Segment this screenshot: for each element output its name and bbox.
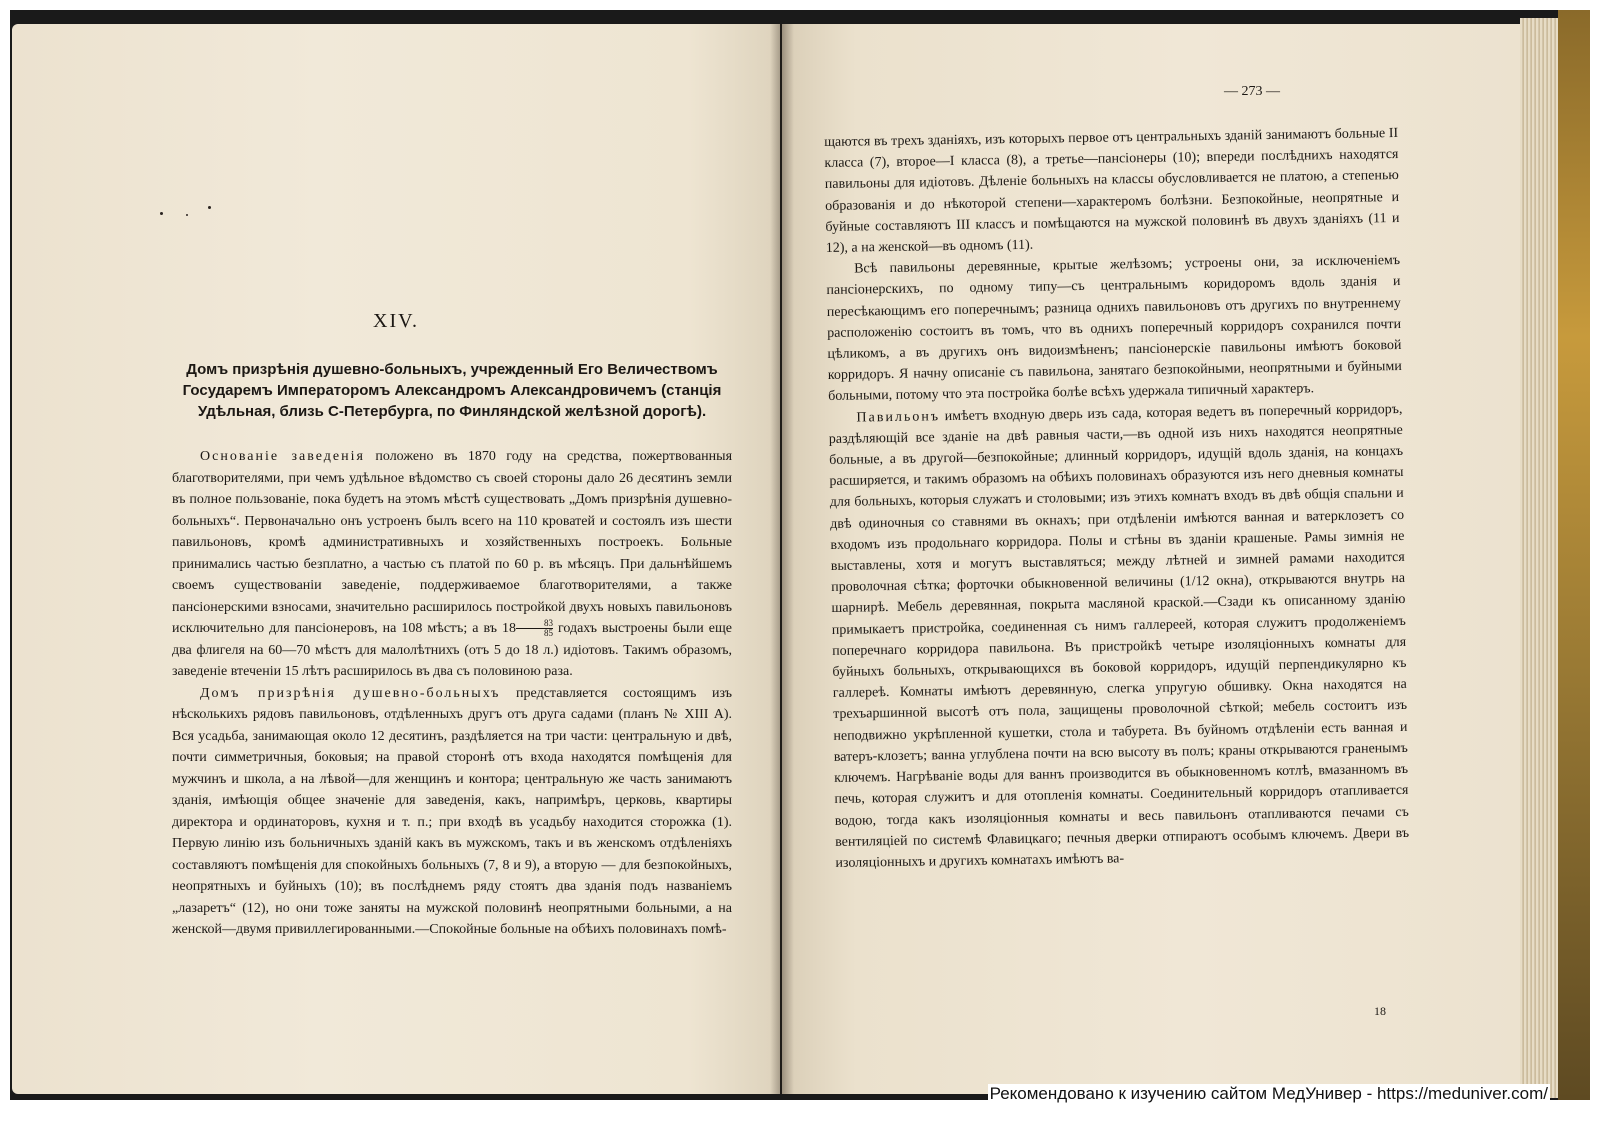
- book-cover-edge: [1558, 10, 1590, 1100]
- watermark-text: Рекомендовано к изучению сайтом МедУнивер - https://meduniver.com/: [989, 1084, 1548, 1103]
- ink-specks: [160, 204, 230, 224]
- paragraph-lead: Павильонъ: [856, 408, 941, 426]
- right-page: [782, 24, 1520, 1094]
- page-number-text: — 273 —: [1224, 84, 1280, 99]
- fraction-denominator: 85: [543, 628, 553, 639]
- chapter-title: Домъ призрѣнія душевно-больныхъ, учрежденный Его Величествомъ Государемъ Императоромъ Александромъ Александровичемъ (станція Удѣльная, близь С-Петербурга, по Финляндской желѣзной дорогѣ).: [182, 361, 722, 420]
- page-number: [782, 84, 1520, 100]
- right-body-text: [824, 123, 1410, 874]
- paragraph: [828, 399, 1409, 874]
- paragraph: [172, 683, 732, 941]
- paragraph: [172, 446, 732, 683]
- paragraph-lead: Домъ призрѣнія душевно-больныхъ: [200, 685, 501, 701]
- fraction-numerator: 83: [516, 619, 553, 629]
- year-fraction: [516, 619, 553, 638]
- chapter-number: XIV.: [373, 310, 419, 332]
- left-body-text: [172, 446, 732, 941]
- book-gutter: [770, 24, 794, 1094]
- paragraph-text: годахъ выстроены были еще два флигеля на 60—70 мѣстъ для малолѣтнихъ (отъ 5 до 18 л.) идіотовъ. Такимъ образомъ, заведеніе втеченіи 15 лѣтъ расширилось въ два съ половиною раза.: [172, 621, 732, 679]
- left-page: [12, 24, 780, 1094]
- signature-mark: 18: [1374, 1004, 1386, 1018]
- open-book: [10, 10, 1590, 1100]
- paragraph: Всѣ павильоны деревянные, крытые желѣзомъ; устроены они, за исключеніемъ пансіонерскихъ, по одному типу—съ центральнымъ коридоромъ вдоль зданія и пересѣкающимъ его поперечнымъ; разница однихъ павильоновъ отъ другихъ по внутреннему расположенію состоитъ въ томъ, что въ однихъ поперечный корридоръ сохранился почти цѣликомъ, а въ другихъ онъ видоизмѣненъ; пансіонерскіе павильоны имѣютъ боковой корридоръ. Я начну описаніе съ павильона, занятаго безпокойными, неопрятными и буйными больными, потому что эта постройка болѣе всѣхъ удержала типичный характеръ.: [826, 253, 1402, 405]
- paragraph: щаются въ трехъ зданіяхъ, изъ которыхъ первое отъ центральныхъ зданій занимаютъ больные II класса (7), второе—I класса (8), а третье—пансіонеры (10); впереди послѣднихъ находятся павильоны для идіотовъ. Дѣленіе больныхъ на классы обусловливается не платою, а степенью образованія и до нѣкоторой степени—характеромъ болѣзни. Безпокойные, неопрятные и буйные составляютъ III классъ и помѣщаются на мужской половинѣ въ двухъ зданіяхъ (11 и 12), а на женской—въ одномъ (11).: [824, 125, 1400, 257]
- paragraph-text: представляется состоящимъ изъ нѣсколькихъ рядовъ павильоновъ, отдѣленныхъ другъ отъ друга садами (планъ № XIII А). Вся усадьба, занимающая около 12 десятинъ, раздѣляется на три части: центральную и двѣ, почти симметричныя, боковыя; на правой сторонѣ отъ входа находятся помѣщенія для мужчинъ и школа, а на лѣвой—для женщинъ и контора; центральную же часть занимаютъ зданія, имѣющія общее значеніе для заведенія, какъ, напримѣръ, церковь, квартиры директора и ординаторовъ, кухня и т. п.; при входѣ въ усадьбу находится сторожка (1). Первую линію изъ больничныхъ зданій какъ въ мужскомъ, такъ и въ женскомъ отдѣленіяхъ составляютъ помѣщенія для спокойныхъ больныхъ (7, 8 и 9), а вторую — для безпокойныхъ, неопрятныхъ и буйныхъ (10); въ послѣднемъ ряду стоятъ два зданія подъ названіемъ „лазаретъ“ (12), но они тоже заняты на мужской половинѣ неопрятными больными, а на женской—двумя привиллегированными.—Спокойные больные на обѣихъ половинахъ помѣ-: [172, 685, 732, 937]
- paragraph-text: имѣетъ входную дверь изъ сада, которая ведетъ въ поперечный корридоръ, раздѣляющій все зданіе на двѣ равныя части,—въ одной изъ нихъ находятся неопрятные больные, а въ другой—безпокойные; длинный корридоръ, идущій вдоль зданія, на концахъ расширяется, и такимъ образомъ на обѣихъ половинахъ образуются изъ него дневныя комнаты для больныхъ, которыя служатъ и столовыми; изъ этихъ комнатъ входъ въ двѣ общія спальни и двѣ одиночныя со ставнями въ окнахъ; при отдѣленіи имѣются ванная и ватерклозетъ со входомъ изъ продольнаго корридора. Полы и стѣны въ зданіи крашеные. Рамы зимнія не выставлены, хотя и могутъ выставляться; между лѣтней и зимней рамами находится проволочная сѣтка; форточки обыкновенной величины (1/12 окна), открываются внутрь на шарнирѣ. Мебель деревянная, покрыта масляной краской.—Сзади къ описанному зданію примыкаетъ пристройка, соединенная съ нимъ галлереей, которая служитъ продолженіемъ поперечнаго корридора павильона. Въ пристройкѣ четыре изоляціонныхъ комнаты для буйныхъ больныхъ, открывающихся въ боковой корридоръ, идущій перпендикулярно къ галлереѣ. Комнаты имѣютъ деревянную, слегка упругую обшивку. Окна находятся на трехъаршинной высотѣ отъ пола, защищены проволочной сѣткой; мебель состоитъ изъ неподвижно укрѣпленной кушетки, стола и табурета. Въ буйномъ отдѣленіи есть ванная и ватеръ-клозетъ; ванна углублена почти на всю высоту въ полъ; краны открываются граненымъ ключемъ. Нагрѣваніе воды для ваннъ производится въ обыкновенномъ котлѣ, вмазанномъ въ печь, которая служитъ и для отопленія комнаты. Соединительный корридоръ отапливается водою, тогда какъ изоляціонныя комнаты и весь павильонъ отапливаются печами съ вентиляціей по системѣ Флавицкаго; печныя дверки отпираютъ особымъ ключемъ. Двери въ изоляціонныхъ и другихъ комнатахъ имѣютъ ва-: [828, 401, 1410, 871]
- paragraph-text: положено въ 1870 году на средства, пожертвованныя благотворителями, при чемъ удѣльное вѣдомство съ своей стороны дало 26 десятинъ земли въ полное пользованіе, пока будетъ на этомъ мѣстѣ существовать „Домъ призрѣнія душевно-больныхъ“. Первоначально онъ устроенъ былъ всего на 110 кроватей и состоялъ изъ шести павильоновъ, кромѣ административныхъ и хозяйственныхъ построекъ. Больные принимались частью безплатно, а частью съ платой по 60 р. въ мѣсяцъ. При дальнѣйшемъ своемъ существованіи заведеніе, поддерживаемое благотворителями, а также пансіонерскими взносами, значительно расширилось постройкой двухъ новыхъ павильоновъ исключительно для пансіонеровъ, на 108 мѣстъ; а въ 18: [172, 449, 733, 636]
- paragraph-lead: Основаніе заведенія: [200, 449, 365, 464]
